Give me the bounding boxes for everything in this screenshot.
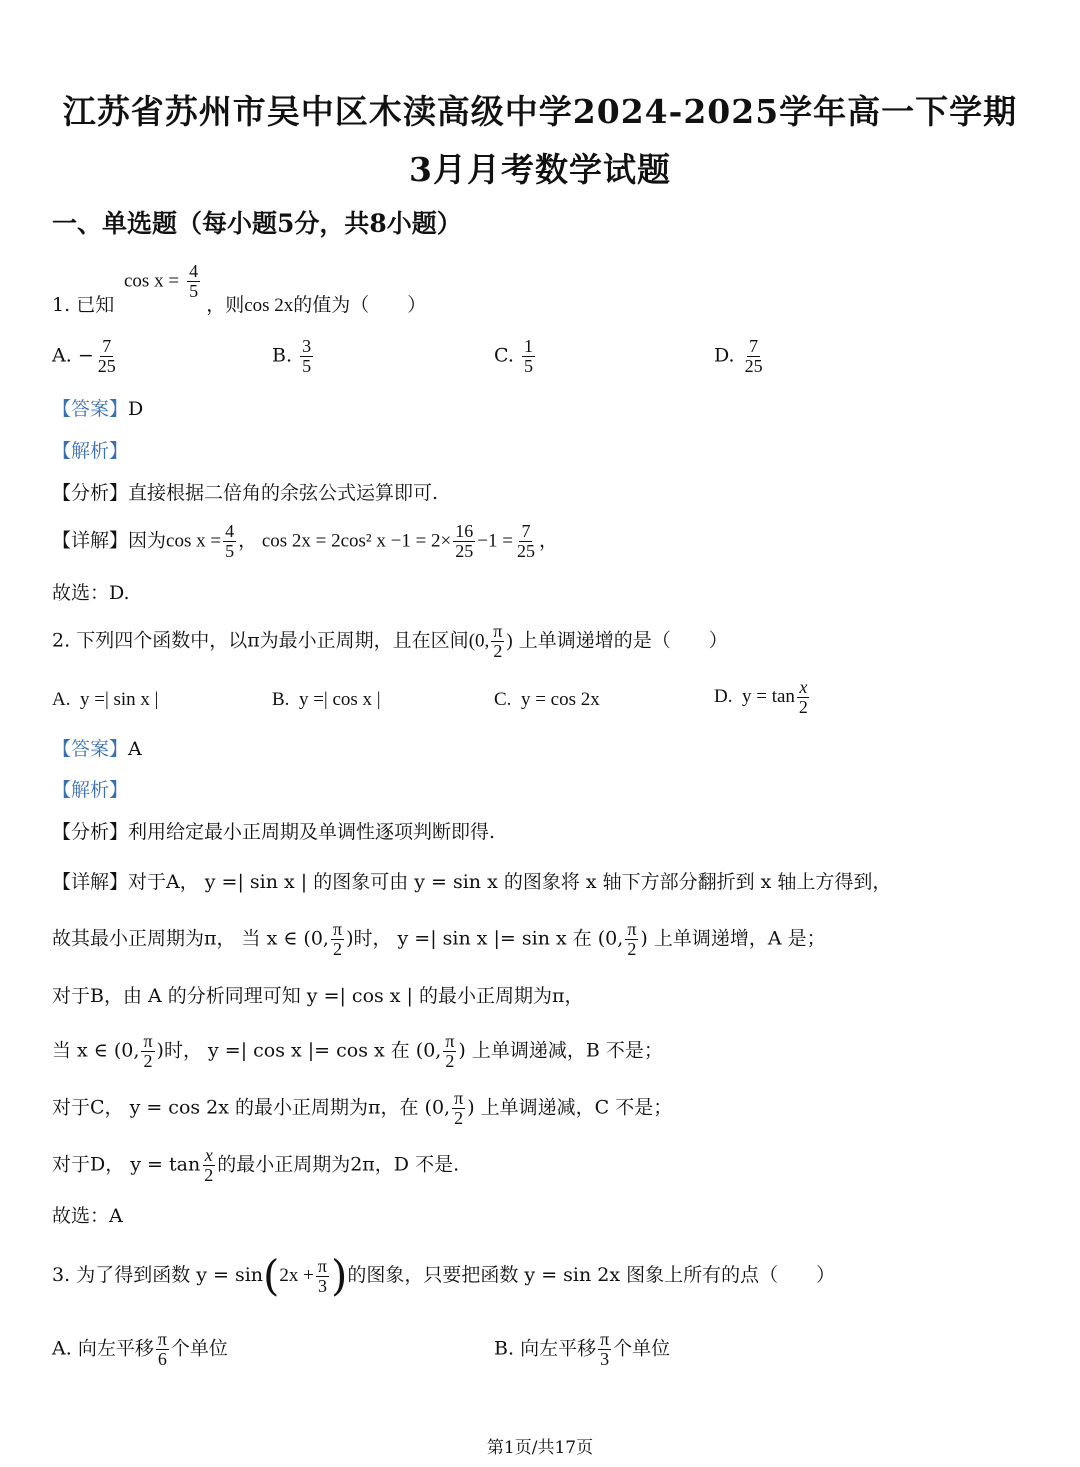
q1-cond-lhs: cos x = — [124, 270, 180, 292]
q1-option-d: D. $\frac{7}{25}$ — [714, 336, 763, 376]
q1-option-a: A. − $\frac{7}{25}$ — [52, 336, 116, 376]
q1-analysis-tag: 【解析】 — [52, 440, 129, 462]
q2-option-b: B. y =| cos x | — [272, 689, 381, 710]
q2-answer: 【答案】A — [52, 738, 142, 760]
section-heading: 一、单选题（每小题5分，共8小题） — [52, 209, 462, 238]
q1-option-b: B. $\frac{3}{5}$ — [272, 336, 312, 376]
q2-detail-line3: 对于B，由 A 的分析同理可知 y =| cos x | 的最小正周期为π， — [52, 985, 584, 1007]
q1-choice: 故选：D. — [52, 582, 130, 604]
q2-detail-line4: 当 x ∈ (0, $\frac{\pi}{2}$ )时， y =| cos x |= cos x 在 (0, $\frac{\pi}{2}$ ) 上单调递减，B 不是； — [52, 1031, 663, 1071]
page-footer: 第1页/共17页 — [486, 1438, 594, 1458]
q1-answer: 【答案】D — [52, 398, 144, 420]
q2-stem: 2. 下列四个函数中，以π为最小正周期，且在区间(0, $\frac{\pi}{2}$ ) 上单调递增的是（ ） — [52, 621, 728, 661]
q1-detail: 【详解】因为cos x = $\frac{4}{5}$ ， cos 2x = 2cos² x −1 = 2× $\frac{16}{25}$ −1 = $\frac{7}{25}$ ， — [52, 521, 558, 561]
q1-cond-fraction: $\frac{4}{5}$ — [189, 261, 199, 301]
page-title-line2: 3月月考数学试题 — [409, 150, 671, 189]
q2-option-d: D. y = tan $\frac{x}{2}$ — [714, 677, 808, 717]
page-title-line1: 江苏省苏州市吴中区木渎高级中学2024-2025学年高一下学期 — [62, 92, 1018, 131]
q2-detail-line5: 对于C， y = cos 2x 的最小正周期为π，在 (0, $\frac{\pi}{2}$ ) 上单调递减，C 不是； — [52, 1088, 673, 1128]
q2-detail-line2: 故其最小正周期为π， 当 x ∈ (0, $\frac{\pi}{2}$ )时， y =| sin x |= sin x 在 (0, $\frac{\pi}{2}$ ) 上单调递增，A 是； — [52, 919, 826, 959]
q3-stem: 3. 为了得到函数 y = sin(2x + $\frac{\pi}{3}$ )的图象，只要把函数 y = sin 2x 图象上所有的点（ ） — [52, 1251, 836, 1300]
q3-option-a: A. 向左平移 $\frac{\pi}{6}$ 个单位 — [52, 1329, 228, 1369]
q2-option-a: A. y =| sin x | — [52, 689, 159, 710]
q2-analysis-tag: 【解析】 — [52, 779, 129, 801]
q2-detail-line6: 对于D， y = tan $\frac{x}{2}$ 的最小正周期为2π，D 不是. — [52, 1145, 460, 1185]
q2-choice: 故选：A — [52, 1205, 123, 1227]
q1-option-c: C. $\frac{1}{5}$ — [494, 336, 533, 376]
q2-detail-line1: 【详解】对于A， y =| sin x | 的图象可由 y = sin x 的图象将 x 轴下方部分翻折到 x 轴上方得到， — [52, 871, 892, 893]
q2-fenxi: 【分析】利用给定最小正周期及单调性逐项判断即得. — [52, 821, 496, 843]
q2-option-c: C. y = cos 2x — [494, 689, 600, 710]
q1-fenxi: 【分析】直接根据二倍角的余弦公式运算即可. — [52, 482, 439, 504]
q1-condition — [124, 262, 202, 301]
q1-stem: 1. 已知 ，则cos 2x的值为（ ） — [52, 294, 427, 316]
q3-option-b: B. 向左平移 $\frac{\pi}{3}$ 个单位 — [494, 1329, 671, 1369]
